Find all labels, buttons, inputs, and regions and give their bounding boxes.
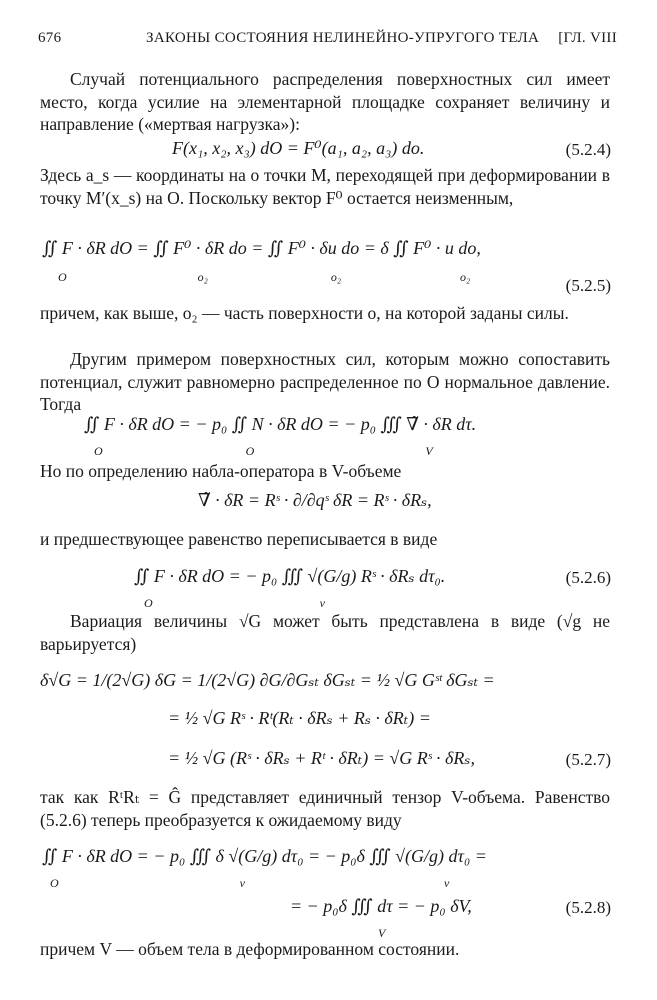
paragraph-volume: причем V — объем тела в деформированном состоянии. — [40, 939, 460, 959]
limit-O-p2: O — [245, 444, 255, 458]
equation-number-5-2-4: (5.2.4) — [565, 140, 611, 159]
integral-limits-5-2-5 — [58, 270, 470, 285]
integral-limits-5-2-8-line1 — [50, 876, 449, 891]
equation-5-2-8-line1: ∬ F · δR dO = − p₀ ∭ δ √(G/g) dτ₀ = − p₀δ ∭ √(G/g) dτ₀ = — [42, 846, 487, 866]
equation-number-5-2-8: (5.2.8) — [565, 898, 611, 917]
limit-v-8a: v — [239, 876, 245, 890]
paragraph-nabla: Но по определению набла-оператора в V-объеме — [40, 461, 402, 481]
equation-5-2-4: F(x₁, x₂, x₃) dO = F⁰(a₁, a₂, a₃) do. — [172, 138, 425, 158]
integral-limits-5-2-6 — [144, 596, 325, 611]
equation-number-5-2-6: (5.2.6) — [565, 568, 611, 587]
limit-O-p1: O — [94, 444, 103, 458]
equation-pressure: ∬ F · δR dO = − p₀ ∬ N · δR dO = − p₀ ∭ ∇̃ · δR dτ. — [84, 414, 477, 434]
equation-5-2-7-line2: = ½ √G Rˢ · Rᵗ(Rₜ · δRₛ + Rₛ · δRₜ) = — [168, 708, 431, 728]
equation-number-5-2-5: (5.2.5) — [565, 276, 611, 295]
limit-V-8: V — [378, 926, 386, 940]
paragraph-o2: причем, как выше, o₂ — часть поверхности o, на которой заданы силы. — [40, 303, 569, 323]
paragraph-variation: Вариация величины √G может быть представлена в виде (√g не варьируется) — [40, 611, 610, 654]
limit-o2-a: o₂ — [197, 270, 208, 284]
integral-limits-pressure — [94, 444, 433, 459]
limit-v-6: v — [319, 596, 325, 610]
chapter-marker: [ГЛ. VIII — [558, 30, 617, 46]
equation-5-2-8-line2: = − p₀δ ∭ dτ = − p₀ δV, — [290, 896, 472, 916]
limit-O: O — [58, 270, 67, 284]
limit-v-8b: v — [444, 876, 450, 890]
page-number: 676 — [38, 30, 62, 46]
limit-O-8: O — [50, 876, 59, 890]
paragraph-unit-tensor: так как RᵗRₜ = Ĝ представляет единичный тензор V-объема. Равенство (5.2.6) теперь преобразуется к ожидаемому виду — [40, 787, 610, 830]
equation-number-5-2-7: (5.2.7) — [565, 750, 611, 769]
paragraph-pressure: Другим примером поверхностных сил, которым можно сопоставить потенциал, служит равномерно распределенное по O нормальное давление. Тогда — [40, 349, 610, 415]
running-title: ЗАКОНЫ СОСТОЯНИЯ НЕЛИНЕЙНО-УПРУГОГО ТЕЛА — [146, 30, 540, 46]
equation-nabla: ∇̃ · δR = Rˢ · ∂/∂qˢ δR = Rˢ · δRₛ, — [198, 490, 432, 510]
paragraph-rewrite: и предшествующее равенство переписывается в виде — [40, 529, 438, 549]
limit-V-p: V — [425, 444, 433, 458]
equation-5-2-7-line3: = ½ √G (Rˢ · δRₛ + Rᵗ · δRₜ) = √G Rˢ · δRₛ, — [168, 748, 475, 768]
equation-5-2-5: ∬ F · δR dO = ∬ F⁰ · δR do = ∬ F⁰ · δu do = δ ∬ F⁰ · u do, — [42, 238, 481, 258]
equation-5-2-7-line1: δ√G = 1/(2√G) δG = 1/(2√G) ∂G/∂Gₛₜ δGₛₜ = ½ √G Gˢᵗ δGₛₜ = — [40, 670, 495, 690]
paragraph-coordinates: Здесь a_s — координаты на o точки M, переходящей при деформировании в точку M′(x_s) на O. Поскольку вектор F⁰ остается неизменным, — [40, 165, 610, 208]
limit-o2-c: o₂ — [460, 270, 471, 284]
limit-o2-b: o₂ — [330, 270, 342, 284]
paragraph-dead-load: Случай потенциального распределения поверхностных сил имеет место, когда усилие на элементарной площадке сохраняет величину и направление («мертвая нагрузка»): — [40, 69, 610, 135]
equation-5-2-6: ∬ F · δR dO = − p₀ ∭ √(G/g) Rˢ · δRₛ dτ₀. — [134, 566, 446, 586]
limit-O-6: O — [144, 596, 153, 610]
running-header — [38, 30, 617, 54]
